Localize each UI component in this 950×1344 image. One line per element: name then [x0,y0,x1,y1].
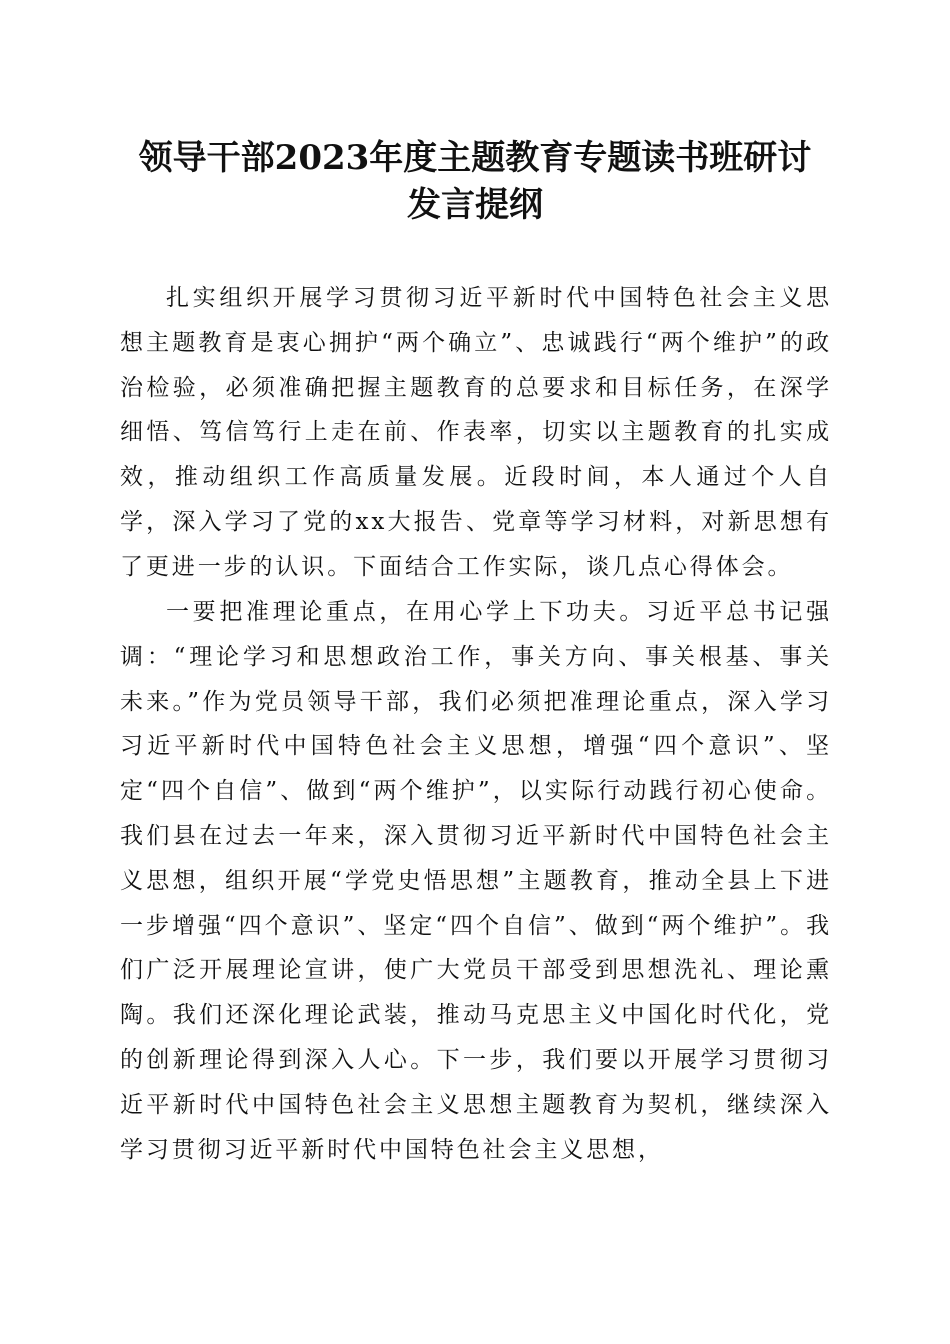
body-paragraph-1: 扎实组织开展学习贯彻习近平新时代中国特色社会主义思想主题教育是衷心拥护“两个确立”、忠诚践行“两个维护”的政治检验，必须准确把握主题教育的总要求和目标任务，在深学细悟、笃信笃行上走在前、作表率，切实以主题教育的扎实成效，推动组织工作高质量发展。近段时间，本人通过个人自学，深入学习了党的xx大报告、党章等学习材料，对新思想有了更进一步的认识。下面结合工作实际，谈几点心得体会。 [120,285,832,580]
document-title-line-2: 发言提纲 [407,185,543,225]
body-paragraph-2: 一要把准理论重点，在用心学上下功夫。习近平总书记强调：“理论学习和思想政治工作，事关方向、事关根基、事关未来。”作为党员领导干部，我们必须把准理论重点，深入学习习近平新时代中国特色社会主义思想，增强“四个意识”、坚定“四个自信”、做到“两个维护”，以实际行动践行初心使命。我们县在过去一年来，深入贯彻习近平新时代中国特色社会主义思想，组织开展“学党史悟思想”主题教育，推动全县上下进一步增强“四个意识”、坚定“四个自信”、做到“两个维护”。我们广泛开展理论宣讲，使广大党员干部受到思想洗礼、理论熏陶。我们还深化理论武装，推动马克思主义中国化时代化，党的创新理论得到深入人心。下一步，我们要以开展学习贯彻习近平新时代中国特色社会主义思想主题教育为契机，继续深入学习贯彻习近平新时代中国特色社会主义思想， [120,599,832,1163]
document-title-line-1: 领导干部2023年度主题教育专题读书班研讨 [138,138,812,178]
